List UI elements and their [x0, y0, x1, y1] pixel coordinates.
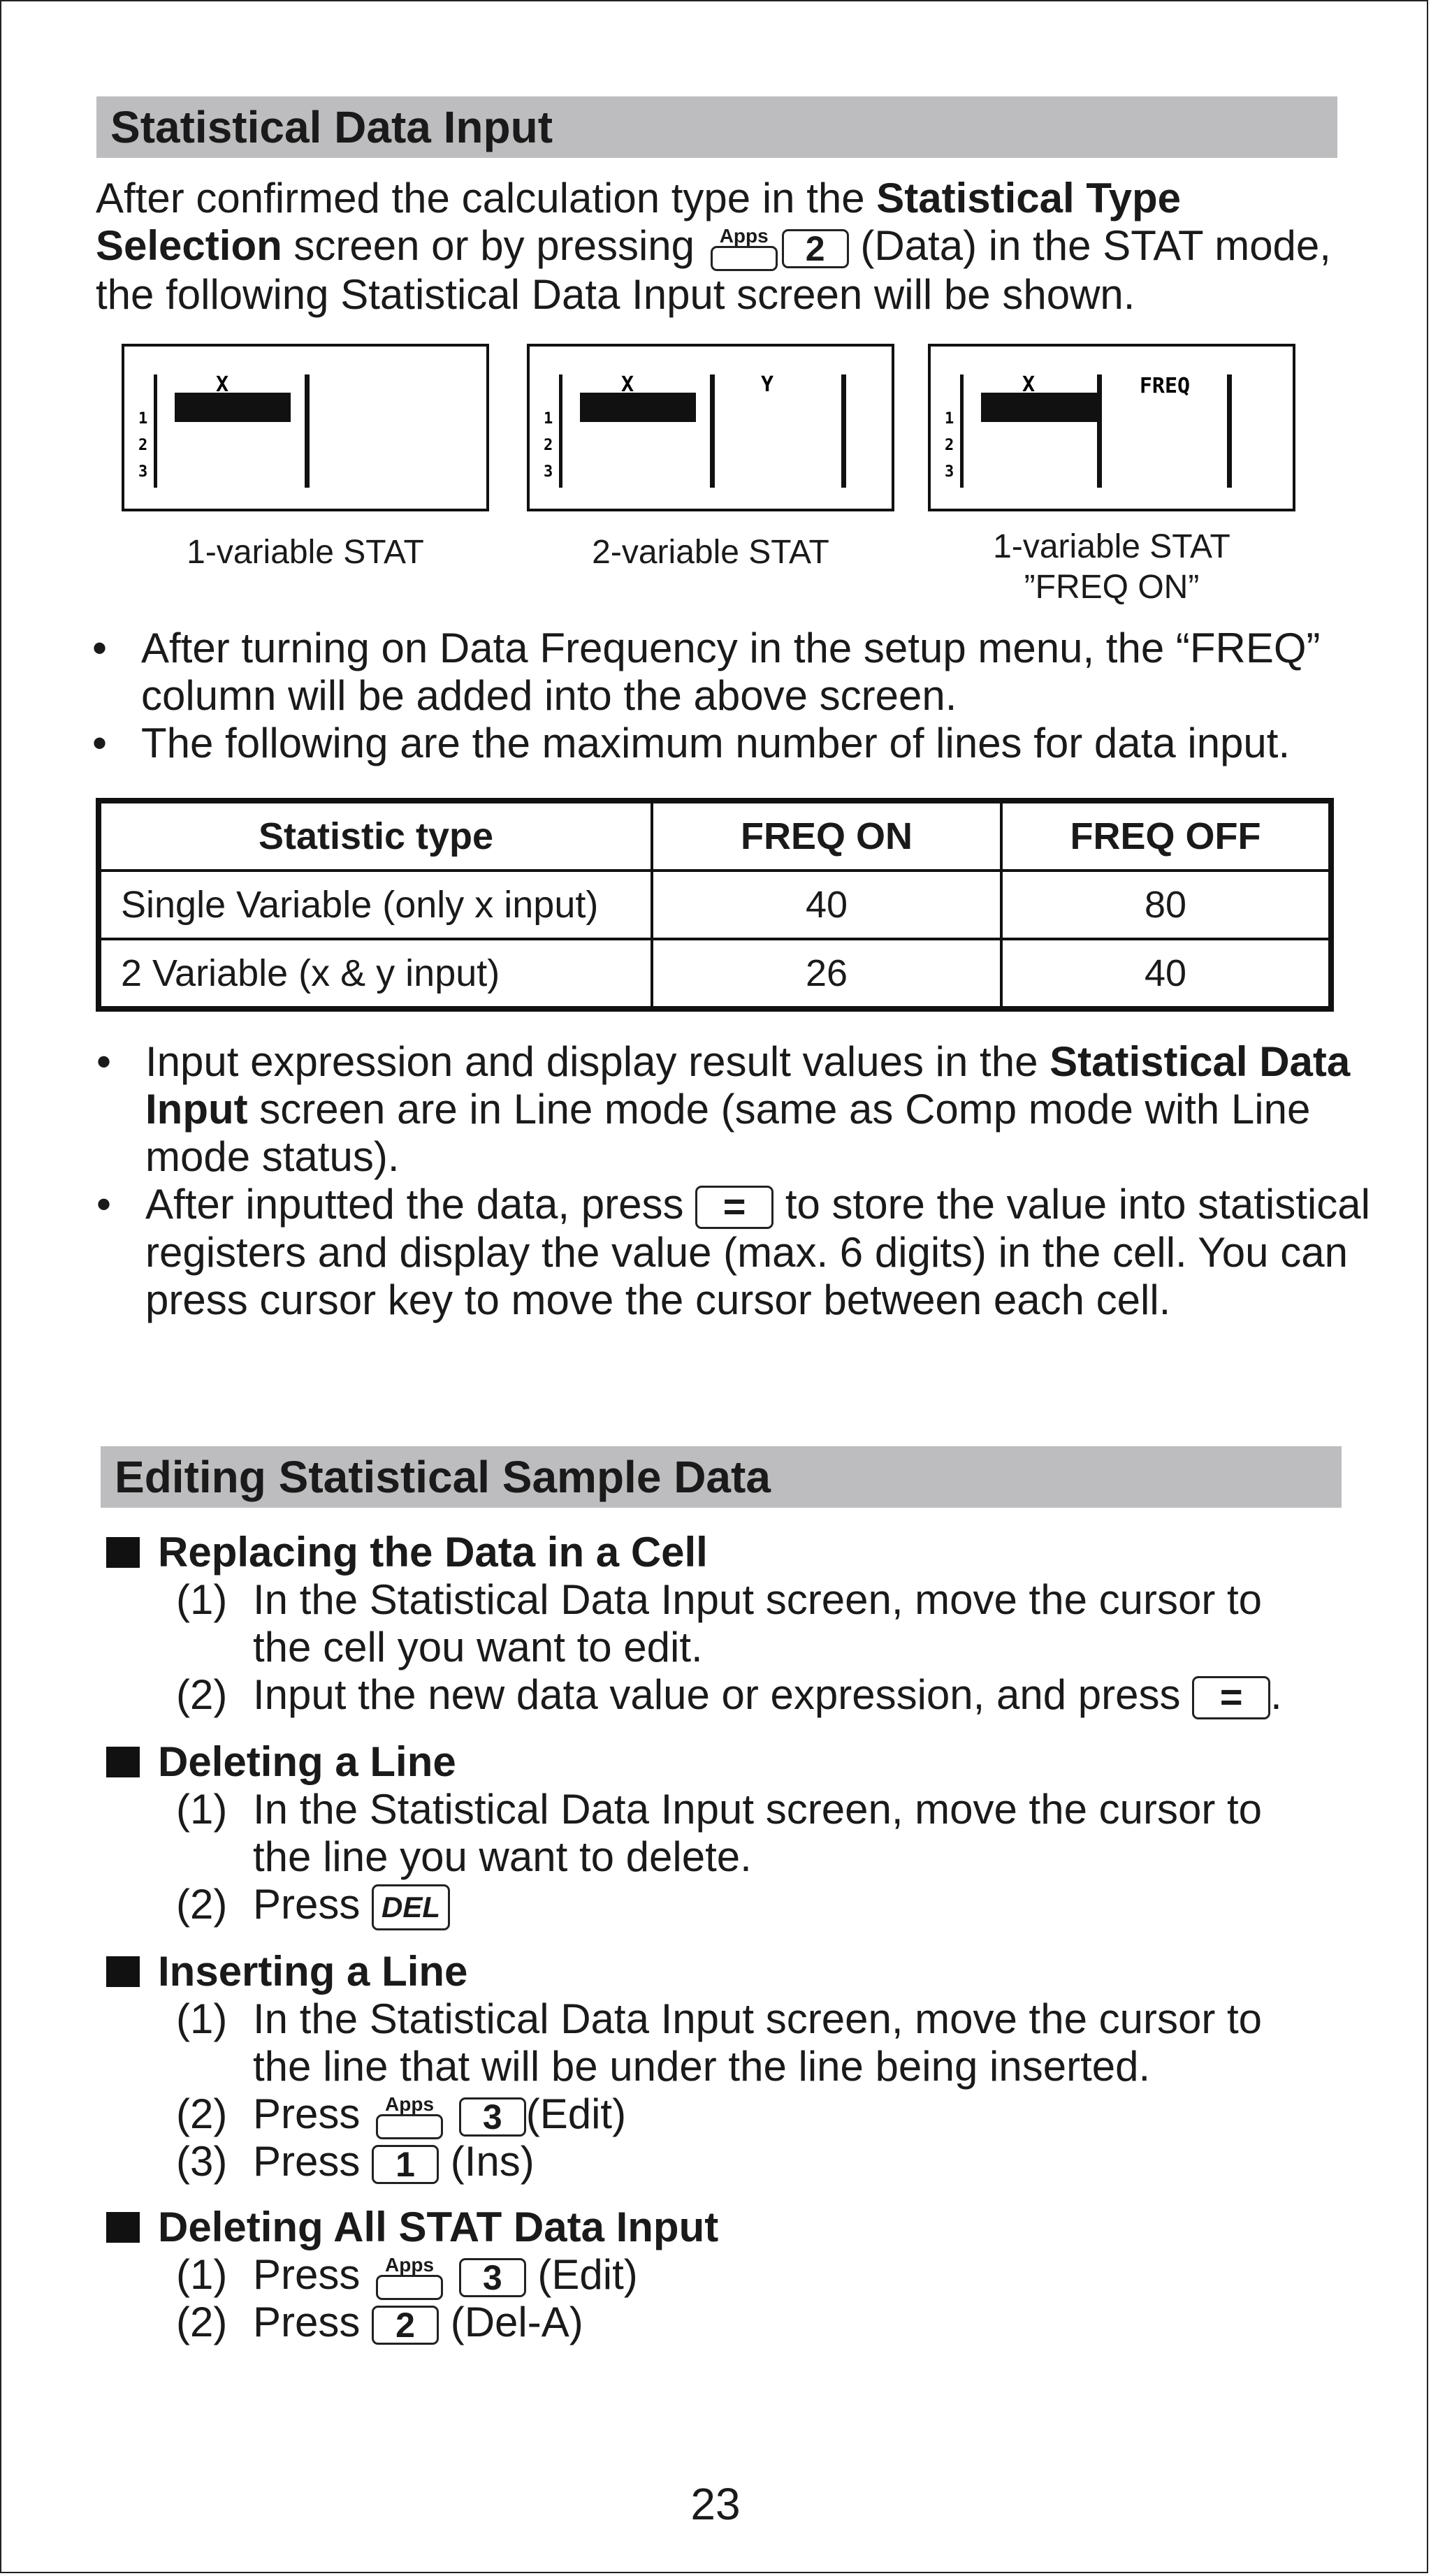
cell-statistic-type: 2 Variable (x & y input) — [99, 939, 652, 1009]
svg-text:2: 2 — [138, 437, 148, 454]
replace-step-2: (2) Input the new data value or expression, and press = . — [176, 1671, 1282, 1719]
apps-key: Apps — [711, 226, 778, 271]
lcd-screen-2var — [527, 344, 894, 511]
key-equals: = — [695, 1186, 773, 1229]
key-2: 2 — [372, 2306, 439, 2345]
intro-text-2: screen or by pressing — [282, 222, 695, 269]
replace-step-1: (1) In the Statistical Data Input screen, move the cursor to — [176, 1576, 1263, 1623]
section-header-editing — [101, 1446, 1342, 1508]
lcd-display — [530, 347, 892, 509]
bullet-store-value: • After inputted the data, press = to store the value into statistical registers and display the value (max. 6 digits) in the cell. You can press cursor key to move the cursor between each cell. — [145, 1181, 1375, 1324]
lcd-display — [124, 347, 486, 509]
delete-step-1: (1) In the Statistical Data Input screen, move the cursor to — [176, 1786, 1263, 1833]
cell-freq-off: 80 — [1001, 871, 1331, 939]
intro-bold-1: Statistical Type Selection — [96, 175, 1181, 269]
lcd-display — [931, 347, 1293, 509]
subsection-deleting-all: Deleting All STAT Data Input — [106, 2204, 718, 2251]
lcd-col-freq: FREQ — [1139, 374, 1191, 398]
col-header-freq-off: FREQ OFF — [1001, 801, 1331, 871]
insert-step-1-cont: the line that will be under the line being inserted. — [253, 2043, 1151, 2090]
table-row — [99, 871, 1331, 939]
apps-key: Apps — [376, 2095, 443, 2139]
cell-freq-on: 40 — [652, 871, 1001, 939]
svg-text:2: 2 — [945, 437, 954, 454]
cell-statistic-type: Single Variable (only x input) — [99, 871, 652, 939]
page-number: 23 — [690, 2479, 741, 2529]
section-title: Editing Statistical Sample Data — [115, 1452, 771, 1502]
delete-step-2: (2) Press DEL — [176, 1881, 253, 1928]
key-3: 3 — [459, 2258, 526, 2297]
svg-text:1: 1 — [945, 410, 954, 428]
insert-step-1: (1) In the Statistical Data Input screen, move the cursor to — [176, 1995, 1263, 2042]
svg-text:1: 1 — [544, 410, 553, 428]
lcd-col-x: X — [620, 372, 634, 397]
col-header-statistic-type: Statistic type — [99, 801, 652, 871]
intro-paragraph — [96, 175, 1353, 319]
delete-all-step-1: (1) Press Apps 3 (Edit) — [176, 2251, 253, 2299]
bullet-line-mode: • Input expression and display result values in the Statistical Data Input screen are in Line mode (same as Comp mode with Line mode status). — [145, 1038, 1375, 1181]
lcd-caption-1: 1-variable STAT — [187, 534, 424, 571]
lcd-caption-3: 1-variable STAT ”FREQ ON” — [993, 528, 1230, 606]
cell-freq-off: 40 — [1001, 939, 1331, 1009]
key-1: 1 — [372, 2145, 439, 2184]
delete-step-1-cont: the line you want to delete. — [253, 1833, 752, 1880]
lcd-col-x: X — [215, 372, 229, 397]
square-bullet-icon — [106, 1956, 140, 1987]
square-bullet-icon — [106, 1537, 140, 1568]
section-header-statistical-data-input — [96, 96, 1337, 158]
lcd-caption-2: 2-variable STAT — [592, 534, 829, 571]
apps-key-box — [711, 246, 778, 271]
insert-step-2: (2) Press Apps 3 (Edit) — [176, 2090, 253, 2138]
intro-text-3: (Data) in the STAT mode, the following Statistical Data Input screen will be shown. — [96, 222, 1331, 319]
svg-text:3: 3 — [945, 463, 954, 481]
bullet-freq-column: • After turning on Data Frequency in the setup menu, the “FREQ” column will be added into the above screen. — [141, 625, 1357, 720]
subsection-deleting-line: Deleting a Line — [106, 1738, 456, 1786]
svg-text:3: 3 — [138, 463, 148, 481]
key-equals: = — [1192, 1676, 1270, 1719]
lcd-col-y: Y — [760, 372, 774, 397]
intro-text-1: After confirmed the calculation type in the — [96, 175, 877, 221]
subsection-inserting-line: Inserting a Line — [106, 1948, 467, 1995]
cell-freq-on: 26 — [652, 939, 1001, 1009]
lcd-screen-freq-on — [928, 344, 1295, 511]
key-del: DEL — [372, 1884, 450, 1930]
apps-key: Apps — [376, 2255, 443, 2300]
delete-all-step-2: (2) Press 2 (Del-A) — [176, 2299, 583, 2345]
square-bullet-icon — [106, 2212, 140, 2243]
lcd-screen-1var — [122, 344, 489, 511]
col-header-freq-on: FREQ ON — [652, 801, 1001, 871]
key-3: 3 — [459, 2097, 526, 2137]
bullet-list-1 — [141, 625, 1357, 767]
subsection-replacing: Replacing the Data in a Cell — [106, 1529, 708, 1576]
replace-step-1-cont: the cell you want to edit. — [253, 1624, 703, 1671]
insert-step-3: (3) Press 1 (Ins) — [176, 2138, 535, 2185]
svg-text:2: 2 — [544, 437, 553, 454]
section-title: Statistical Data Input — [110, 102, 553, 152]
max-lines-table — [96, 798, 1334, 1012]
table-header-row — [99, 801, 1331, 871]
key-2: 2 — [782, 229, 849, 268]
square-bullet-icon — [106, 1747, 140, 1777]
svg-text:1: 1 — [138, 410, 148, 428]
table-row — [99, 939, 1331, 1009]
lcd-col-x: X — [1022, 372, 1036, 397]
bullet-max-lines: • The following are the maximum number of lines for data input. — [141, 720, 1357, 767]
svg-text:3: 3 — [544, 463, 553, 481]
bullet-list-2 — [145, 1038, 1375, 1324]
